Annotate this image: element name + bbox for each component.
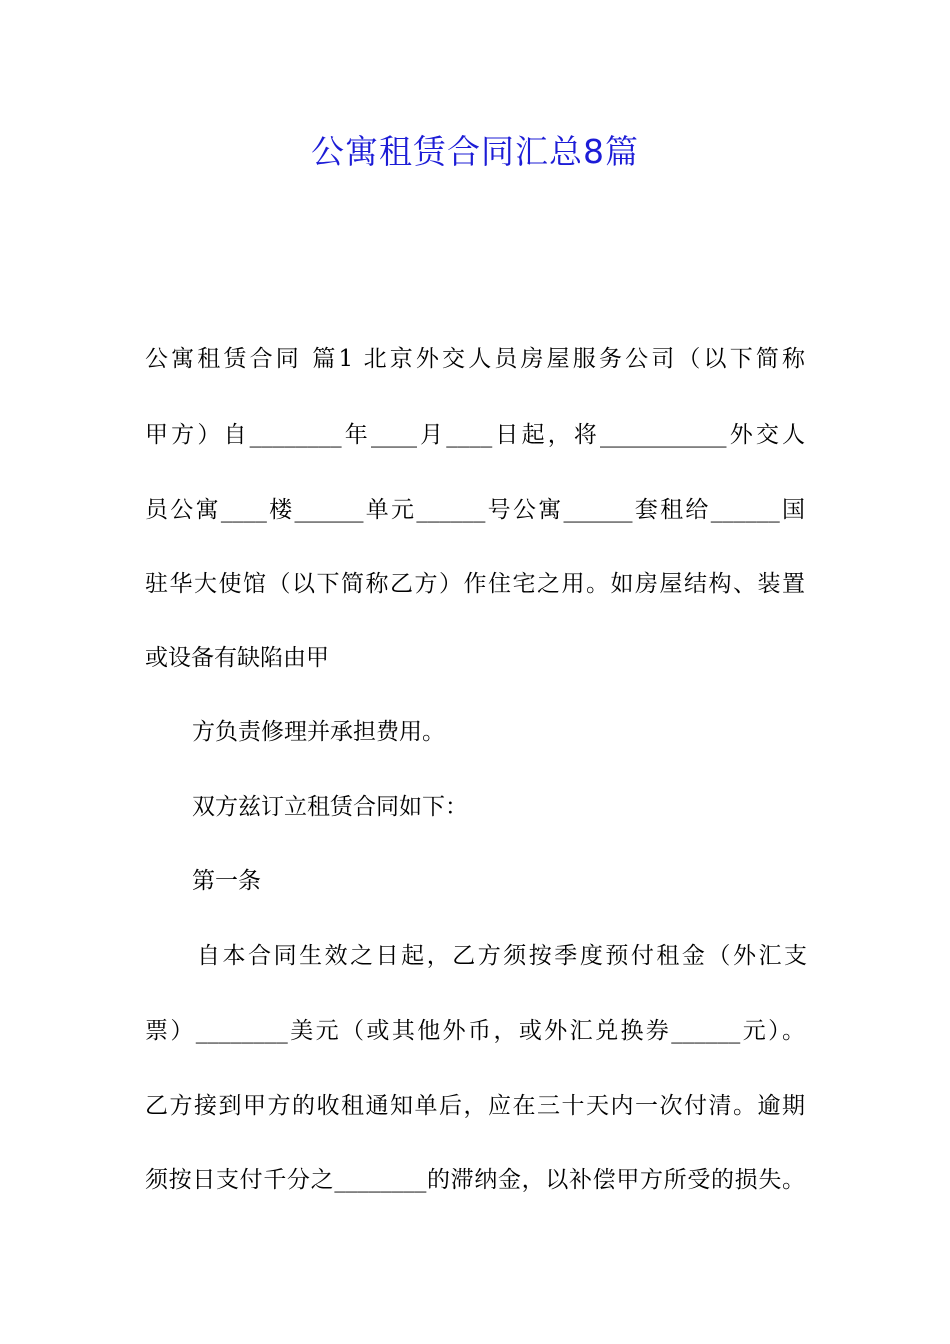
- paragraph-line: 甲方）自________年____月____日起，将___________外交人: [145, 422, 805, 448]
- paragraph-line: 驻华大使馆（以下简称乙方）作住宅之用。如房屋结构、装置: [145, 571, 805, 597]
- paragraph-line: 双方兹订立租赁合同如下：: [192, 794, 468, 820]
- document-title: 公寓租赁合同汇总8篇: [311, 132, 639, 171]
- section-heading: 第一条: [192, 868, 261, 894]
- paragraph-line: 或设备有缺陷由甲: [145, 645, 329, 671]
- paragraph-line: 自本合同生效之日起，乙方须按季度预付租金（外汇支: [197, 943, 807, 969]
- paragraph-line: 方负责修理并承担费用。: [192, 719, 445, 745]
- paragraph-line: 须按日支付千分之________的滞纳金，以补偿甲方所受的损失。: [145, 1167, 805, 1193]
- paragraph-line: 票）________美元（或其他外币，或外汇兑换券______元）。: [145, 1018, 805, 1044]
- paragraph-line: 乙方接到甲方的收租通知单后，应在三十天内一次付清。逾期: [145, 1093, 805, 1119]
- paragraph-line: 员公寓____楼______单元______号公寓______套租给______国: [145, 497, 805, 523]
- paragraph-line: 公寓租赁合同 篇1 北京外交人员房屋服务公司（以下简称: [145, 346, 805, 372]
